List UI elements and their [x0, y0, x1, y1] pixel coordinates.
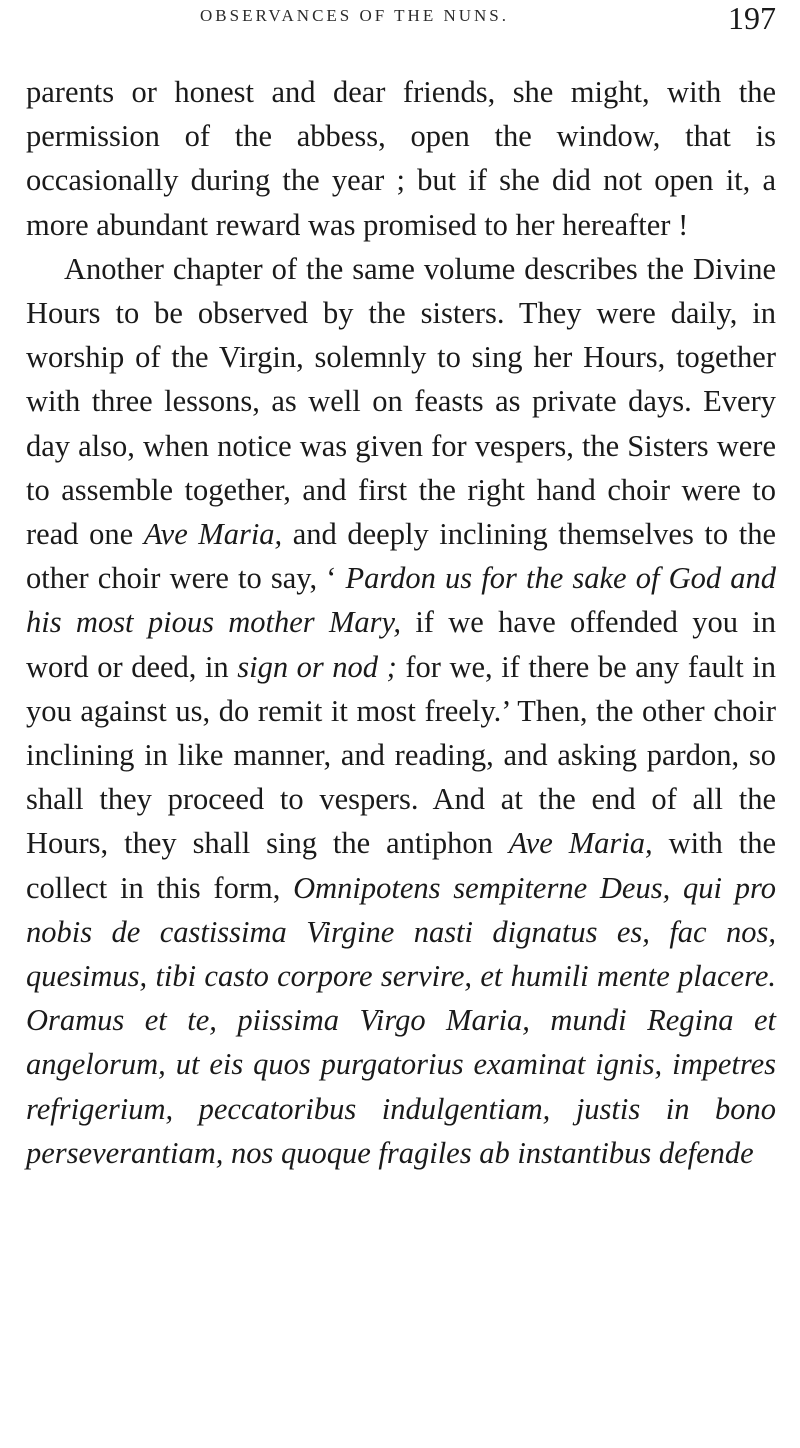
- paragraph-1: parents or honest and dear friends, she might, with the permission of the abbess, open the window, that is occasionally during the year ; but if she did not open it, a more abundant reward was promised to her hereafter !: [26, 75, 776, 242]
- italic-phrase: Ave Maria,: [508, 826, 653, 861]
- running-title: OBSERVANCES OF THE NUNS.: [200, 6, 510, 25]
- text-span: Another chapter of the same volume describes the Divine Hours to be observed by the sisters. They were daily, in worship of the Virgin, solemnly to sing her Hours, together with three lessons, as well on feasts as private days. Every day also, when notice was given for vespers, the Sisters were to assemble together, and first the right hand choir were to read one: [26, 251, 776, 552]
- text-span: with the collect in this form,: [26, 826, 776, 905]
- text-span: for we, if there be any fault in you against us, do remit it most freely.’ Then, the other choir inclining in like manner, and reading, and asking pardon, so shall they proceed to vespers. And at the end of all the Hours, they shall sing the antiphon: [26, 649, 777, 861]
- paragraph-2: [26, 247, 776, 1175]
- italic-quote: Pardon us for the sake of God and his most pious mother Mary,: [26, 561, 776, 640]
- latin-collect: Omnipotens sempiterne Deus, qui pro nobis de castissima Virgine nasti dignatus es, fac nos, quesimus, tibi casto corpore servire, et humili mente placere. Oramus et te, piissima Virgo Maria, mundi Regina et angelorum, ut eis quos purgatorius examinat ignis, impetres refrigerium, peccatoribus indulgentiam, justis in bono perseverantiam, nos quoque fragiles ab instantibus defende: [26, 870, 776, 1170]
- body-text: [26, 70, 776, 1175]
- text-span: and deeply inclining themselves to the other choir were to say, ‘: [26, 517, 776, 596]
- italic-phrase: sign or nod ;: [237, 649, 397, 684]
- italic-phrase: Ave Maria,: [143, 517, 283, 552]
- page-number: 197: [728, 0, 776, 36]
- text-span: if we have offended you in word or deed, in: [26, 605, 776, 684]
